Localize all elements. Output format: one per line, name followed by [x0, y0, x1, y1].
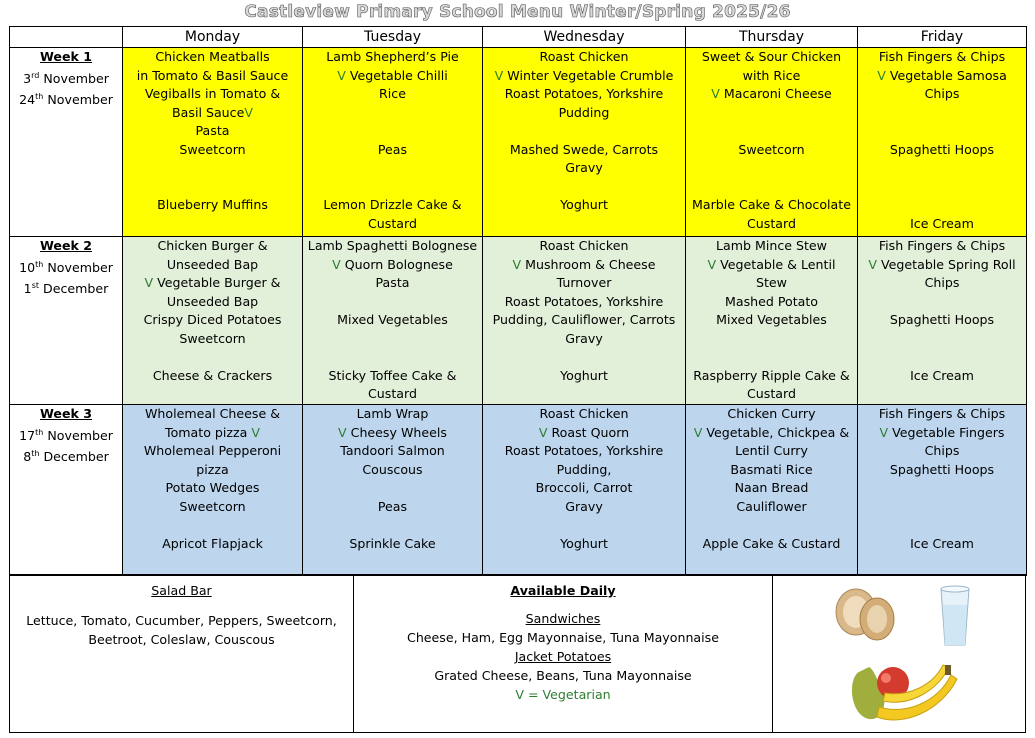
menu-item: Custard: [747, 386, 796, 401]
menu-item: Roast Chicken: [539, 406, 629, 421]
menu-cell: [858, 48, 1027, 237]
menu-item: V Vegetable Chilli: [337, 67, 448, 83]
jacket-potatoes-list: Grated Cheese, Beans, Tuna Mayonnaise: [434, 668, 692, 683]
menu-item: [485, 348, 683, 367]
menu-item: [125, 178, 300, 197]
menu-item: Roast Chicken: [539, 238, 629, 253]
menu-item: Chips: [924, 443, 960, 458]
date-month: November: [47, 427, 113, 443]
menu-item: [125, 348, 300, 367]
menu-item: Spaghetti Hoops: [889, 141, 995, 157]
menu-item: Wholemeal Pepperoni: [143, 443, 282, 458]
menu-item: Custard: [747, 215, 796, 231]
menu-item: [688, 348, 855, 367]
menu-item: Crispy Diced Potatoes: [143, 312, 282, 327]
menu-item: V Mushroom & Cheese: [512, 256, 656, 272]
menu-cell: [686, 405, 858, 576]
menu-item: Custard: [368, 215, 417, 231]
sandwiches-list: Cheese, Ham, Egg Mayonnaise, Tuna Mayonnaise: [407, 630, 719, 645]
menu-item: [860, 178, 1024, 197]
day-header: Friday: [858, 27, 1027, 48]
day-header: Wednesday: [483, 27, 686, 48]
menu-item: Custard: [368, 386, 417, 401]
date-day: 1: [23, 281, 32, 297]
menu-item: Ice Cream: [910, 535, 974, 551]
menu-item: [688, 178, 855, 197]
menu-item: [860, 196, 1024, 215]
menu-item: Mashed Potato: [724, 293, 819, 309]
menu-item: [305, 516, 480, 535]
menu-item: Tandoori Salmon: [340, 443, 445, 458]
menu-item: [305, 348, 480, 367]
menu-item: [485, 122, 683, 141]
menu-cell: [303, 405, 483, 576]
menu-item: Wholemeal Cheese &: [144, 406, 281, 421]
week-row: [10, 48, 1027, 237]
menu-item: Mixed Vegetables: [337, 312, 448, 327]
menu-item: V Vegetable, Chickpea &: [693, 424, 850, 440]
week-label: Week 1: [39, 49, 93, 64]
week-label-cell: [10, 237, 123, 405]
menu-cell: [483, 405, 686, 576]
menu-item: Fish Fingers & Chips: [878, 406, 1006, 421]
menu-item: Lamb Wrap: [356, 406, 429, 421]
menu-item: Sticky Toffee Cake &: [328, 367, 457, 383]
menu-item: Cheese & Crackers: [152, 367, 273, 383]
menu-item: [860, 498, 1024, 517]
menu-item: Ice Cream: [910, 215, 974, 231]
menu-item: [860, 104, 1024, 123]
available-daily-heading: Available Daily: [510, 583, 616, 598]
week-date: [12, 445, 120, 467]
menu-cell: [483, 237, 686, 405]
menu-item: Gravy: [565, 160, 603, 175]
date-month: November: [47, 92, 113, 108]
menu-item: Marble Cake & Chocolate: [692, 197, 851, 212]
date-suffix: th: [35, 259, 44, 269]
menu-item: Lamb Spaghetti Bolognese: [307, 238, 478, 253]
menu-item: [305, 330, 480, 349]
date-suffix: st: [31, 281, 39, 291]
menu-item: Mixed Vegetables: [716, 312, 827, 327]
date-suffix: rd: [31, 70, 40, 80]
menu-item: Yoghurt: [560, 197, 608, 212]
menu-item: Raspberry Ripple Cake &: [693, 367, 850, 383]
menu-item: [860, 293, 1024, 312]
menu-item: [125, 516, 300, 535]
menu-item: [688, 516, 855, 535]
menu-item: Sweetcorn: [179, 498, 246, 514]
menu-item: V Roast Quorn: [538, 424, 630, 440]
sandwiches-heading: Sandwiches: [525, 611, 601, 626]
menu-item: Rice: [379, 86, 406, 101]
menu-item: Sweet & Sour Chicken: [701, 49, 842, 64]
corner-cell: [10, 27, 123, 48]
menu-item: Basmati Rice: [730, 461, 813, 477]
salad-bar-line: Lettuce, Tomato, Cucumber, Peppers, Sweetcorn,: [26, 613, 337, 628]
menu-item: Pudding,: [556, 461, 612, 477]
fruit-icon: [852, 665, 957, 720]
menu-item: Gravy: [565, 330, 603, 346]
date-month: December: [43, 281, 109, 297]
vegetarian-key: V = Vegetarian: [515, 687, 611, 702]
date-day: 24: [19, 92, 36, 108]
menu-item: Cauliflower: [736, 498, 807, 514]
menu-item: Naan Bread: [734, 480, 809, 495]
menu-item: Mashed Swede, Carrots: [509, 141, 659, 157]
menu-item: [860, 479, 1024, 498]
week-label-cell: [10, 48, 123, 237]
menu-item: [485, 516, 683, 535]
menu-item: Yoghurt: [560, 535, 608, 551]
menu-item: Basil SauceV: [172, 104, 253, 120]
date-day: 8: [23, 449, 32, 465]
salad-bar-box: [9, 574, 354, 733]
menu-item: in Tomato & Basil Sauce: [136, 67, 289, 83]
menu-item: [305, 122, 480, 141]
menu-item: Roast Potatoes, Yorkshire: [504, 443, 664, 458]
menu-item: Vegiballs in Tomato &: [144, 86, 281, 101]
menu-item: Spaghetti Hoops: [889, 461, 995, 477]
menu-item: [305, 104, 480, 123]
week-date: [12, 67, 120, 89]
menu-item: Sweetcorn: [738, 141, 805, 157]
menu-cell: [858, 237, 1027, 405]
week-date: [12, 256, 120, 278]
menu-item: Stew: [756, 275, 787, 290]
menu-item: Pasta: [375, 275, 410, 290]
week-row: [10, 237, 1027, 405]
menu-item: pizza: [196, 461, 229, 477]
menu-item: V Vegetable Burger &: [144, 275, 281, 290]
menu-item: Pasta: [195, 123, 230, 138]
menu-cell: [303, 237, 483, 405]
menu-item: Blueberry Muffins: [157, 197, 268, 212]
menu-item: Chicken Burger &: [157, 238, 268, 253]
menu-item: Roast Potatoes, Yorkshire: [504, 86, 664, 101]
menu-item: Roast Potatoes, Yorkshire: [504, 293, 664, 309]
salad-bar-heading: Salad Bar: [151, 583, 212, 598]
day-header: Thursday: [686, 27, 858, 48]
menu-item: Unseeded Bap: [166, 293, 259, 309]
menu-item: [485, 178, 683, 197]
menu-item: Peas: [377, 141, 408, 157]
menu-item: Lemon Drizzle Cake &: [323, 197, 462, 212]
menu-cell: [123, 237, 303, 405]
menu-item: [125, 159, 300, 178]
bread-rolls-icon: [836, 589, 894, 640]
week-row: [10, 405, 1027, 576]
menu-item: V Macaroni Cheese: [711, 86, 832, 101]
menu-item: [305, 293, 480, 312]
menu-table: [9, 26, 1027, 576]
menu-item: Fish Fingers & Chips: [878, 49, 1006, 64]
day-header: Tuesday: [303, 27, 483, 48]
menu-item: Sweetcorn: [179, 141, 246, 157]
menu-item: Roast Chicken: [539, 49, 629, 64]
menu-item: with Rice: [742, 67, 801, 83]
menu-title: Castleview Primary School Menu Winter/Spring 2025/26: [244, 2, 791, 22]
week-label: Week 2: [39, 238, 93, 253]
menu-item: Peas: [377, 498, 408, 514]
week-date: [12, 88, 120, 110]
day-header: Monday: [123, 27, 303, 48]
menu-cell: [858, 405, 1027, 576]
menu-item: [860, 516, 1024, 535]
menu-item: [305, 178, 480, 197]
day-header-row: [10, 27, 1027, 48]
menu-item: Lamb Mince Stew: [715, 238, 827, 253]
menu-cell: [123, 48, 303, 237]
menu-item: Potato Wedges: [165, 480, 260, 495]
menu-cell: [686, 237, 858, 405]
menu-cell: [483, 48, 686, 237]
menu-item: [305, 159, 480, 178]
menu-item: V Cheesy Wheels: [338, 424, 447, 440]
menu-item: V Winter Vegetable Crumble: [494, 67, 674, 83]
date-day: 17: [19, 427, 36, 443]
menu-item: Yoghurt: [560, 367, 608, 383]
menu-item: Chicken Curry: [727, 406, 816, 421]
menu-item: Pudding, Cauliflower, Carrots: [492, 312, 676, 327]
menu-item: Fish Fingers & Chips: [878, 238, 1006, 253]
menu-item: Unseeded Bap: [166, 256, 259, 272]
menu-item: Lentil Curry: [735, 443, 808, 458]
menu-item: Lamb Shepherd’s Pie: [326, 49, 459, 64]
date-month: December: [43, 449, 109, 465]
menu-cell: [686, 48, 858, 237]
menu-item: V Vegetable Fingers: [879, 424, 1005, 440]
menu-item: Apricot Flapjack: [162, 535, 263, 551]
available-daily-box: [353, 574, 773, 733]
menu-item: Chips: [924, 275, 960, 290]
menu-item: V Vegetable Samosa: [877, 67, 1007, 83]
menu-item: Couscous: [362, 461, 423, 477]
food-picture-box: [772, 574, 1026, 733]
food-picture: [773, 575, 1025, 732]
date-month: November: [47, 259, 113, 275]
date-day: 3: [23, 70, 32, 86]
week-date: [12, 424, 120, 446]
menu-item: [688, 330, 855, 349]
menu-item: V Vegetable & Lentil: [707, 256, 836, 272]
menu-item: Gravy: [565, 498, 603, 514]
menu-item: [860, 348, 1024, 367]
week-date: [12, 277, 120, 299]
menu-item: Ice Cream: [910, 367, 974, 383]
jacket-potatoes-heading: Jacket Potatoes: [514, 649, 612, 664]
menu-item: Sprinkle Cake: [349, 535, 436, 551]
week-label-cell: [10, 405, 123, 576]
date-day: 10: [19, 259, 36, 275]
menu-item: [688, 159, 855, 178]
menu-item: Tomato pizza V: [165, 424, 260, 440]
menu-item: [860, 330, 1024, 349]
menu-item: Spaghetti Hoops: [889, 312, 995, 327]
menu-cell: [303, 48, 483, 237]
salad-bar-line: Beetroot, Coleslaw, Couscous: [88, 632, 275, 647]
menu-cell: [123, 405, 303, 576]
menu-item: V Vegetable Spring Roll: [868, 256, 1016, 272]
menu-item: [860, 122, 1024, 141]
date-suffix: th: [35, 427, 44, 437]
menu-item: V Quorn Bolognese: [332, 256, 453, 272]
menu-item: Pudding: [558, 104, 610, 120]
glass-of-water-icon: [941, 586, 969, 645]
menu-item: [305, 479, 480, 498]
menu-item: [860, 159, 1024, 178]
menu-item: Sweetcorn: [179, 330, 246, 346]
week-label: Week 3: [39, 406, 93, 421]
menu-item: [688, 122, 855, 141]
menu-item: Turnover: [556, 275, 612, 290]
menu-item: Broccoli, Carrot: [535, 480, 633, 495]
date-suffix: th: [35, 92, 44, 102]
menu-item: Apple Cake & Custard: [702, 535, 841, 551]
date-month: November: [43, 70, 109, 86]
date-suffix: th: [31, 449, 40, 459]
menu-item: Chicken Meatballs: [155, 49, 270, 64]
menu-item: Chips: [924, 86, 960, 101]
menu-item: [688, 104, 855, 123]
